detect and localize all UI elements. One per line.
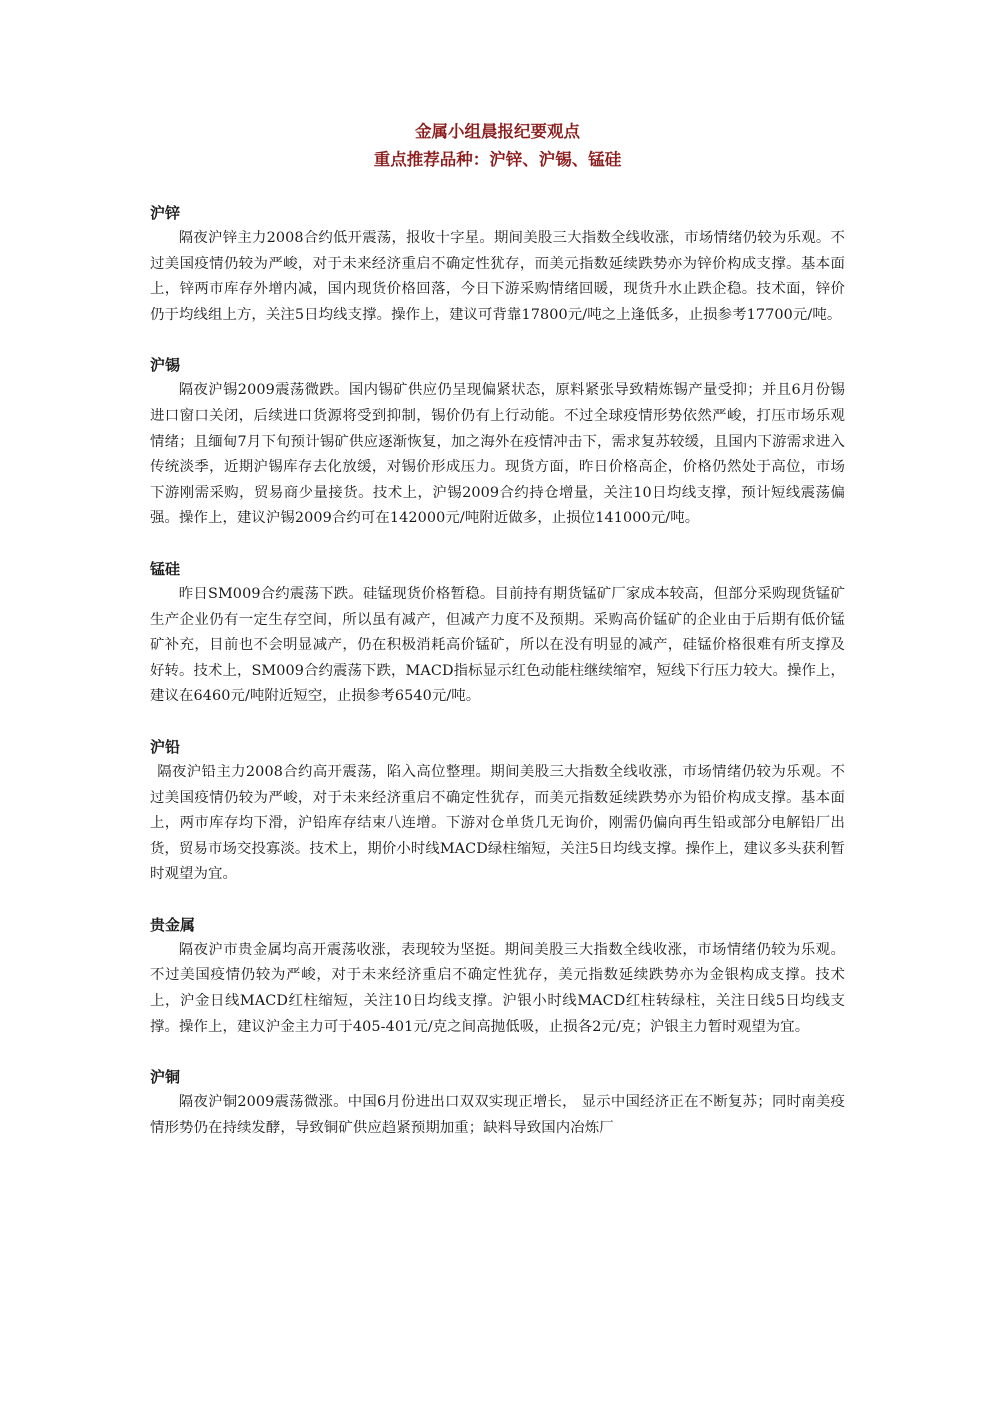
document-title: 金属小组晨报纪要观点: [415, 122, 580, 141]
section-paragraph: 隔夜沪铅主力2008合约高开震荡，陷入高位整理。期间美股三大指数全线收涨，市场情绪仍较为乐观。不过美国疫情仍较为严峻，对于未来经济重启不确定性犹存，而美元指数延续跌势亦为铅价构成支撑。基本面上，两市库存均下滑，沪铅库存结束八连增。下游对仓单货几无询价，刚需仍偏向再生铅或部分电解铅厂出货，贸易市场交投寡淡。技术上，期价小时线MACD绿柱缩短，关注5日均线支撑。操作上，建议多头获利暂时观望为宜。: [150, 763, 845, 883]
section-paragraph: 隔夜沪铜2009震荡微涨。中国6月份进出口双双实现正增长， 显示中国经济正在不断复苏；同时南美疫情形势仍在持续发酵，导致铜矿供应趋紧预期加重；缺料导致国内冶炼厂: [150, 1094, 845, 1136]
section-paragraph: 昨日SM009合约震荡下跌。硅锰现货价格暂稳。目前持有期货锰矿厂家成本较高，但部分采购现货锰矿生产企业仍有一定生存空间，所以虽有减产，但减产力度不及预期。采购高价锰矿的企业由于后期有低价锰矿补充，目前也不会明显减产，仍在积极消耗高价锰矿，所以在没有明显的减产，硅锰价格很难有所支撑及好转。技术上，SM009合约震荡下跌，MACD指标显示红色动能柱继续缩窄，短线下行压力较大。操作上，建议在6460元/吨附近短空，止损参考6540元/吨。: [150, 585, 845, 705]
section-precious-metals: [150, 912, 845, 1040]
section-silicomanganese: [150, 556, 845, 710]
section-zinc: [150, 200, 845, 328]
section-heading: 沪锡: [150, 356, 181, 375]
section-heading: 锰硅: [150, 559, 181, 578]
section-copper: [150, 1064, 845, 1141]
document-page: [150, 118, 845, 1165]
section-tin: [150, 352, 845, 532]
section-heading: 沪铅: [150, 737, 181, 756]
document-subtitle: 重点推荐品种：沪锌、沪锡、锰硅: [373, 150, 622, 169]
section-lead: [150, 734, 845, 888]
section-paragraph: 隔夜沪市贵金属均高开震荡收涨，表现较为坚挺。期间美股三大指数全线收涨，市场情绪仍较为乐观。不过美国疫情仍较为严峻，对于未来经济重启不确定性犹存，美元指数延续跌势亦为金银构成支撑。技术上，沪金日线MACD红柱缩短，关注10日均线支撑。沪银小时线MACD红柱转绿柱，关注日线5日均线支撑。操作上，建议沪金主力可于405-401元/克之间高抛低吸，止损各2元/克；沪银主力暂时观望为宜。: [150, 941, 845, 1035]
section-heading: 贵金属: [150, 915, 196, 934]
section-paragraph: 隔夜沪锡2009震荡微跌。国内锡矿供应仍呈现偏紧状态，原料紧张导致精炼锡产量受抑；并且6月份锡进口窗口关闭，后续进口货源将受到抑制，锡价仍有上行动能。不过全球疫情形势依然严峻，打压市场乐观情绪；且缅甸7月下旬预计锡矿供应逐渐恢复，加之海外在疫情冲击下，需求复苏较缓，且国内下游需求进入传统淡季，近期沪锡库存去化放缓，对锡价形成压力。现货方面，昨日价格高企，价格仍然处于高位，市场下游刚需采购，贸易商少量接货。技术上，沪锡2009合约持仓增量，关注10日均线支撑，预计短线震荡偏强。操作上，建议沪锡2009合约可在142000元/吨附近做多，止损位141000元/吨。: [150, 382, 845, 527]
section-heading: 沪锌: [150, 204, 181, 222]
section-paragraph: 隔夜沪锌主力2008合约低开震荡，报收十字星。期间美股三大指数全线收涨，市场情绪仍较为乐观。不过美国疫情仍较为严峻，对于未来经济重启不确定性犹存，而美元指数延续跌势亦为锌价构成支撑。基本面上，锌两市库存外增内减，国内现货价格回落，今日下游采购情绪回暖，现货升水止跌企稳。技术面，锌价仍于均线组上方，关注5日均线支撑。操作上，建议可背靠17800元/吨之上逢低多，止损参考17700元/吨。: [150, 230, 845, 323]
section-heading: 沪铜: [150, 1068, 181, 1087]
